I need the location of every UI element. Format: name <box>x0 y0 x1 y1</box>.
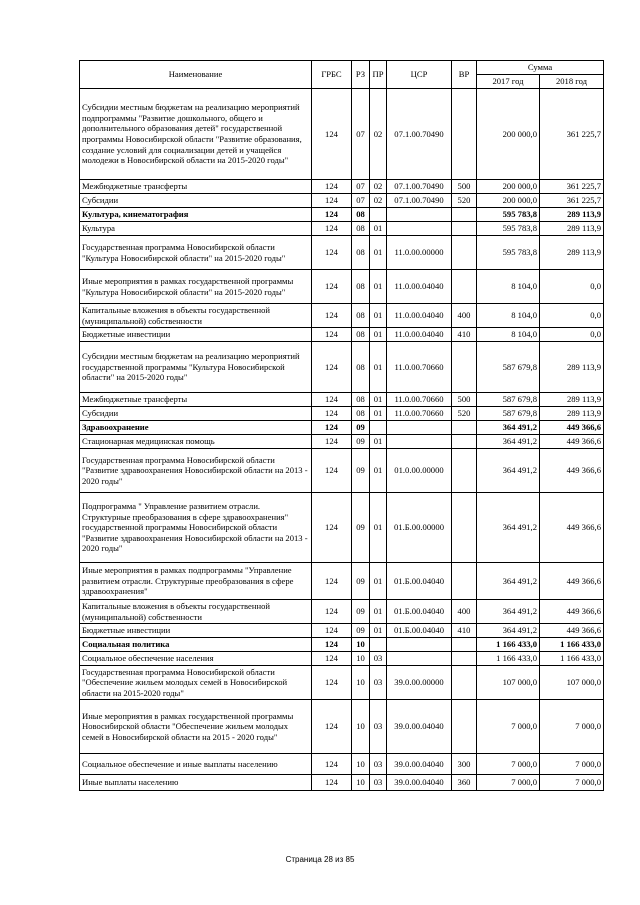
table-row <box>80 270 604 304</box>
table-row <box>80 393 604 407</box>
cell-sum-2018: 1 166 433,0 <box>540 652 604 666</box>
cell-name: Культура, кинематография <box>80 208 312 222</box>
table-row <box>80 652 604 666</box>
cell-csr: 11.0.00.70660 <box>387 393 452 407</box>
cell-grbs: 124 <box>312 624 352 638</box>
cell-grbs: 124 <box>312 393 352 407</box>
cell-vr: 410 <box>452 328 477 342</box>
cell-grbs: 124 <box>312 328 352 342</box>
cell-pr: 03 <box>370 666 387 700</box>
cell-name: Субсидии <box>80 407 312 421</box>
cell-sum-2017: 364 491,2 <box>477 624 540 638</box>
cell-rz: 10 <box>352 666 370 700</box>
cell-csr: 01.Б.00.00000 <box>387 493 452 563</box>
cell-grbs: 124 <box>312 236 352 270</box>
cell-csr: 07.1.00.70490 <box>387 180 452 194</box>
header-2017: 2017 год <box>477 75 540 89</box>
cell-sum-2017: 364 491,2 <box>477 435 540 449</box>
cell-grbs: 124 <box>312 652 352 666</box>
table-row <box>80 407 604 421</box>
cell-sum-2017: 364 491,2 <box>477 600 540 624</box>
cell-csr: 39.0.00.04040 <box>387 775 452 791</box>
cell-csr <box>387 652 452 666</box>
cell-grbs: 124 <box>312 180 352 194</box>
cell-grbs: 124 <box>312 638 352 652</box>
table-row <box>80 421 604 435</box>
header-2018: 2018 год <box>540 75 604 89</box>
header-csr: ЦСР <box>387 61 452 89</box>
cell-csr: 01.Б.00.04040 <box>387 563 452 600</box>
header-name: Наименование <box>80 61 312 89</box>
cell-rz: 10 <box>352 652 370 666</box>
cell-rz: 10 <box>352 638 370 652</box>
cell-csr: 01.Б.00.04040 <box>387 624 452 638</box>
table-row <box>80 754 604 775</box>
budget-table <box>79 60 604 791</box>
cell-sum-2018: 289 113,9 <box>540 393 604 407</box>
cell-name: Культура <box>80 222 312 236</box>
page-footer: Страница 28 из 85 <box>285 855 355 864</box>
cell-csr <box>387 638 452 652</box>
cell-rz: 09 <box>352 435 370 449</box>
table-row <box>80 208 604 222</box>
cell-pr: 01 <box>370 407 387 421</box>
cell-sum-2018: 449 366,6 <box>540 563 604 600</box>
cell-name: Иные мероприятия в рамках государственной программы "Культура Новосибирской области" на 2015-2020 годы" <box>80 270 312 304</box>
cell-vr <box>452 666 477 700</box>
cell-name: Государственная программа Новосибирской области "Культура Новосибирской области" на 2015-2020 годы" <box>80 236 312 270</box>
cell-vr <box>452 89 477 180</box>
cell-rz: 08 <box>352 236 370 270</box>
cell-grbs: 124 <box>312 435 352 449</box>
cell-pr: 03 <box>370 754 387 775</box>
cell-rz: 08 <box>352 270 370 304</box>
cell-sum-2018: 289 113,9 <box>540 222 604 236</box>
cell-csr: 39.0.00.00000 <box>387 666 452 700</box>
cell-sum-2017: 107 000,0 <box>477 666 540 700</box>
cell-vr: 500 <box>452 393 477 407</box>
cell-name: Социальная политика <box>80 638 312 652</box>
cell-pr: 01 <box>370 236 387 270</box>
cell-csr: 11.0.00.00000 <box>387 236 452 270</box>
cell-rz: 09 <box>352 563 370 600</box>
cell-name: Социальное обеспечение населения <box>80 652 312 666</box>
cell-sum-2017: 587 679,8 <box>477 407 540 421</box>
cell-pr: 01 <box>370 270 387 304</box>
cell-rz: 08 <box>352 304 370 328</box>
cell-csr <box>387 421 452 435</box>
cell-csr: 11.0.00.04040 <box>387 270 452 304</box>
table-row <box>80 600 604 624</box>
cell-name: Иные мероприятия в рамках подпрограммы "Управление развитием отрасли. Структурные преобразования в сфере здравоохранения" <box>80 563 312 600</box>
cell-sum-2018: 361 225,7 <box>540 180 604 194</box>
cell-sum-2018: 0,0 <box>540 304 604 328</box>
cell-pr: 01 <box>370 304 387 328</box>
cell-rz: 08 <box>352 407 370 421</box>
cell-grbs: 124 <box>312 666 352 700</box>
cell-rz: 09 <box>352 449 370 493</box>
cell-csr: 01.Б.00.04040 <box>387 600 452 624</box>
cell-sum-2018: 449 366,6 <box>540 449 604 493</box>
cell-grbs: 124 <box>312 563 352 600</box>
cell-sum-2017: 587 679,8 <box>477 393 540 407</box>
cell-rz: 09 <box>352 493 370 563</box>
header-vr: ВР <box>452 61 477 89</box>
cell-sum-2018: 7 000,0 <box>540 775 604 791</box>
cell-rz: 09 <box>352 600 370 624</box>
cell-grbs: 124 <box>312 754 352 775</box>
cell-grbs: 124 <box>312 342 352 393</box>
cell-pr: 01 <box>370 393 387 407</box>
table-row <box>80 700 604 754</box>
table-row <box>80 194 604 208</box>
cell-rz: 07 <box>352 180 370 194</box>
cell-name: Иные выплаты населению <box>80 775 312 791</box>
cell-rz: 10 <box>352 700 370 754</box>
cell-rz: 09 <box>352 421 370 435</box>
cell-pr: 01 <box>370 449 387 493</box>
cell-vr: 300 <box>452 754 477 775</box>
cell-pr: 02 <box>370 194 387 208</box>
cell-csr: 39.0.00.04040 <box>387 700 452 754</box>
cell-csr: 01.0.00.00000 <box>387 449 452 493</box>
cell-sum-2017: 364 491,2 <box>477 563 540 600</box>
cell-vr: 360 <box>452 775 477 791</box>
header-rz: РЗ <box>352 61 370 89</box>
cell-rz: 10 <box>352 754 370 775</box>
table-row <box>80 638 604 652</box>
cell-rz: 09 <box>352 624 370 638</box>
cell-vr <box>452 421 477 435</box>
cell-grbs: 124 <box>312 421 352 435</box>
cell-grbs: 124 <box>312 270 352 304</box>
cell-sum-2018: 289 113,9 <box>540 208 604 222</box>
cell-name: Государственная программа Новосибирской области "Развитие здравоохранения Новосибирской области на 2013 - 2020 годы" <box>80 449 312 493</box>
table-row <box>80 236 604 270</box>
cell-sum-2017: 1 166 433,0 <box>477 652 540 666</box>
cell-sum-2018: 7 000,0 <box>540 754 604 775</box>
cell-rz: 08 <box>352 208 370 222</box>
table-row <box>80 304 604 328</box>
cell-csr: 07.1.00.70490 <box>387 89 452 180</box>
cell-rz: 07 <box>352 89 370 180</box>
cell-csr: 39.0.00.04040 <box>387 754 452 775</box>
cell-sum-2018: 1 166 433,0 <box>540 638 604 652</box>
cell-vr <box>452 270 477 304</box>
cell-sum-2017: 8 104,0 <box>477 304 540 328</box>
header-pr: ПР <box>370 61 387 89</box>
cell-sum-2017: 200 000,0 <box>477 194 540 208</box>
cell-sum-2018: 7 000,0 <box>540 700 604 754</box>
cell-rz: 08 <box>352 222 370 236</box>
cell-sum-2017: 364 491,2 <box>477 493 540 563</box>
cell-grbs: 124 <box>312 222 352 236</box>
table-row <box>80 180 604 194</box>
cell-pr: 01 <box>370 435 387 449</box>
cell-name: Социальное обеспечение и иные выплаты населению <box>80 754 312 775</box>
cell-sum-2017: 200 000,0 <box>477 180 540 194</box>
header-sum: Сумма <box>477 61 604 75</box>
cell-vr <box>452 208 477 222</box>
cell-sum-2018: 0,0 <box>540 328 604 342</box>
cell-vr: 400 <box>452 304 477 328</box>
cell-rz: 07 <box>352 194 370 208</box>
cell-name: Межбюджетные трансферты <box>80 393 312 407</box>
table-row <box>80 624 604 638</box>
cell-sum-2017: 7 000,0 <box>477 775 540 791</box>
cell-name: Капитальные вложения в объекты государственной (муниципальной) собственности <box>80 304 312 328</box>
cell-name: Подпрограмма " Управление развитием отрасли. Структурные преобразования в сфере здравоохранения" государственной программы Новосибирской области "Развитие здравоохранения Новосибирской области на 2013 - 2020 годы" <box>80 493 312 563</box>
cell-sum-2017: 200 000,0 <box>477 89 540 180</box>
cell-pr: 03 <box>370 652 387 666</box>
cell-vr <box>452 652 477 666</box>
cell-grbs: 124 <box>312 600 352 624</box>
cell-pr: 01 <box>370 222 387 236</box>
cell-pr: 01 <box>370 342 387 393</box>
table-row <box>80 435 604 449</box>
cell-vr <box>452 236 477 270</box>
cell-name: Субсидии <box>80 194 312 208</box>
cell-grbs: 124 <box>312 449 352 493</box>
cell-csr: 11.0.00.70660 <box>387 407 452 421</box>
cell-pr: 01 <box>370 600 387 624</box>
cell-grbs: 124 <box>312 700 352 754</box>
cell-sum-2018: 289 113,9 <box>540 236 604 270</box>
cell-name: Субсидии местным бюджетам на реализацию мероприятий государственной программы "Культура Новосибирской области" на 2015-2020 годы" <box>80 342 312 393</box>
cell-sum-2017: 595 783,8 <box>477 236 540 270</box>
cell-grbs: 124 <box>312 775 352 791</box>
cell-name: Иные мероприятия в рамках государственной программы Новосибирской области "Обеспечение жильем молодых семей в Новосибирской области на 2015 - 2020 годы" <box>80 700 312 754</box>
cell-csr <box>387 222 452 236</box>
cell-sum-2017: 7 000,0 <box>477 754 540 775</box>
cell-pr: 01 <box>370 328 387 342</box>
cell-vr <box>452 342 477 393</box>
table-row <box>80 563 604 600</box>
cell-sum-2018: 361 225,7 <box>540 89 604 180</box>
table-row <box>80 89 604 180</box>
cell-sum-2018: 289 113,9 <box>540 407 604 421</box>
cell-rz: 08 <box>352 328 370 342</box>
cell-grbs: 124 <box>312 407 352 421</box>
cell-sum-2018: 361 225,7 <box>540 194 604 208</box>
cell-name: Бюджетные инвестиции <box>80 624 312 638</box>
cell-sum-2018: 0,0 <box>540 270 604 304</box>
cell-sum-2017: 595 783,8 <box>477 222 540 236</box>
cell-rz: 10 <box>352 775 370 791</box>
cell-grbs: 124 <box>312 194 352 208</box>
cell-vr: 520 <box>452 194 477 208</box>
cell-csr <box>387 208 452 222</box>
table-row <box>80 493 604 563</box>
cell-sum-2018: 449 366,6 <box>540 624 604 638</box>
cell-sum-2017: 8 104,0 <box>477 270 540 304</box>
cell-sum-2017: 8 104,0 <box>477 328 540 342</box>
cell-name: Межбюджетные трансферты <box>80 180 312 194</box>
cell-sum-2018: 289 113,9 <box>540 342 604 393</box>
table-row <box>80 222 604 236</box>
cell-pr: 01 <box>370 624 387 638</box>
cell-csr: 07.1.00.70490 <box>387 194 452 208</box>
cell-sum-2018: 449 366,6 <box>540 493 604 563</box>
cell-grbs: 124 <box>312 89 352 180</box>
cell-sum-2018: 107 000,0 <box>540 666 604 700</box>
cell-pr <box>370 421 387 435</box>
cell-sum-2018: 449 366,6 <box>540 435 604 449</box>
cell-vr <box>452 700 477 754</box>
cell-sum-2018: 449 366,6 <box>540 421 604 435</box>
table-body <box>80 89 604 791</box>
table-row <box>80 666 604 700</box>
cell-sum-2017: 7 000,0 <box>477 700 540 754</box>
table-row <box>80 342 604 393</box>
cell-name: Государственная программа Новосибирской области "Обеспечение жильем молодых семей в Новосибирской области на 2015-2020 годы" <box>80 666 312 700</box>
header-grbs: ГРБС <box>312 61 352 89</box>
cell-pr: 01 <box>370 493 387 563</box>
cell-name: Субсидии местным бюджетам на реализацию мероприятий подпрограммы "Развитие дошкольного, общего и дополнительного образования детей" государственной программы Новосибирской области "Развитие образования, создание условий для социализации детей и учащейся молодежи в Новосибирской области на 2015-2020 годы" <box>80 89 312 180</box>
cell-pr: 01 <box>370 563 387 600</box>
cell-csr: 11.0.00.04040 <box>387 328 452 342</box>
cell-vr <box>452 638 477 652</box>
cell-vr <box>452 435 477 449</box>
cell-pr: 03 <box>370 775 387 791</box>
cell-name: Стационарная медицинская помощь <box>80 435 312 449</box>
cell-sum-2017: 364 491,2 <box>477 449 540 493</box>
cell-vr <box>452 493 477 563</box>
cell-vr: 500 <box>452 180 477 194</box>
cell-grbs: 124 <box>312 493 352 563</box>
cell-name: Бюджетные инвестиции <box>80 328 312 342</box>
cell-vr: 410 <box>452 624 477 638</box>
cell-sum-2018: 449 366,6 <box>540 600 604 624</box>
cell-sum-2017: 595 783,8 <box>477 208 540 222</box>
cell-sum-2017: 587 679,8 <box>477 342 540 393</box>
cell-pr <box>370 638 387 652</box>
cell-grbs: 124 <box>312 304 352 328</box>
cell-name: Здравоохранение <box>80 421 312 435</box>
cell-sum-2017: 364 491,2 <box>477 421 540 435</box>
cell-grbs: 124 <box>312 208 352 222</box>
cell-vr: 400 <box>452 600 477 624</box>
table-row <box>80 775 604 791</box>
cell-csr <box>387 435 452 449</box>
cell-sum-2017: 1 166 433,0 <box>477 638 540 652</box>
cell-rz: 08 <box>352 393 370 407</box>
cell-pr: 03 <box>370 700 387 754</box>
cell-csr: 11.0.00.70660 <box>387 342 452 393</box>
cell-pr: 02 <box>370 89 387 180</box>
cell-name: Капитальные вложения в объекты государственной (муниципальной) собственности <box>80 600 312 624</box>
cell-pr: 02 <box>370 180 387 194</box>
cell-vr <box>452 222 477 236</box>
cell-vr: 520 <box>452 407 477 421</box>
cell-pr <box>370 208 387 222</box>
table-row <box>80 449 604 493</box>
table-row <box>80 328 604 342</box>
cell-vr <box>452 449 477 493</box>
cell-rz: 08 <box>352 342 370 393</box>
cell-csr: 11.0.00.04040 <box>387 304 452 328</box>
cell-vr <box>452 563 477 600</box>
